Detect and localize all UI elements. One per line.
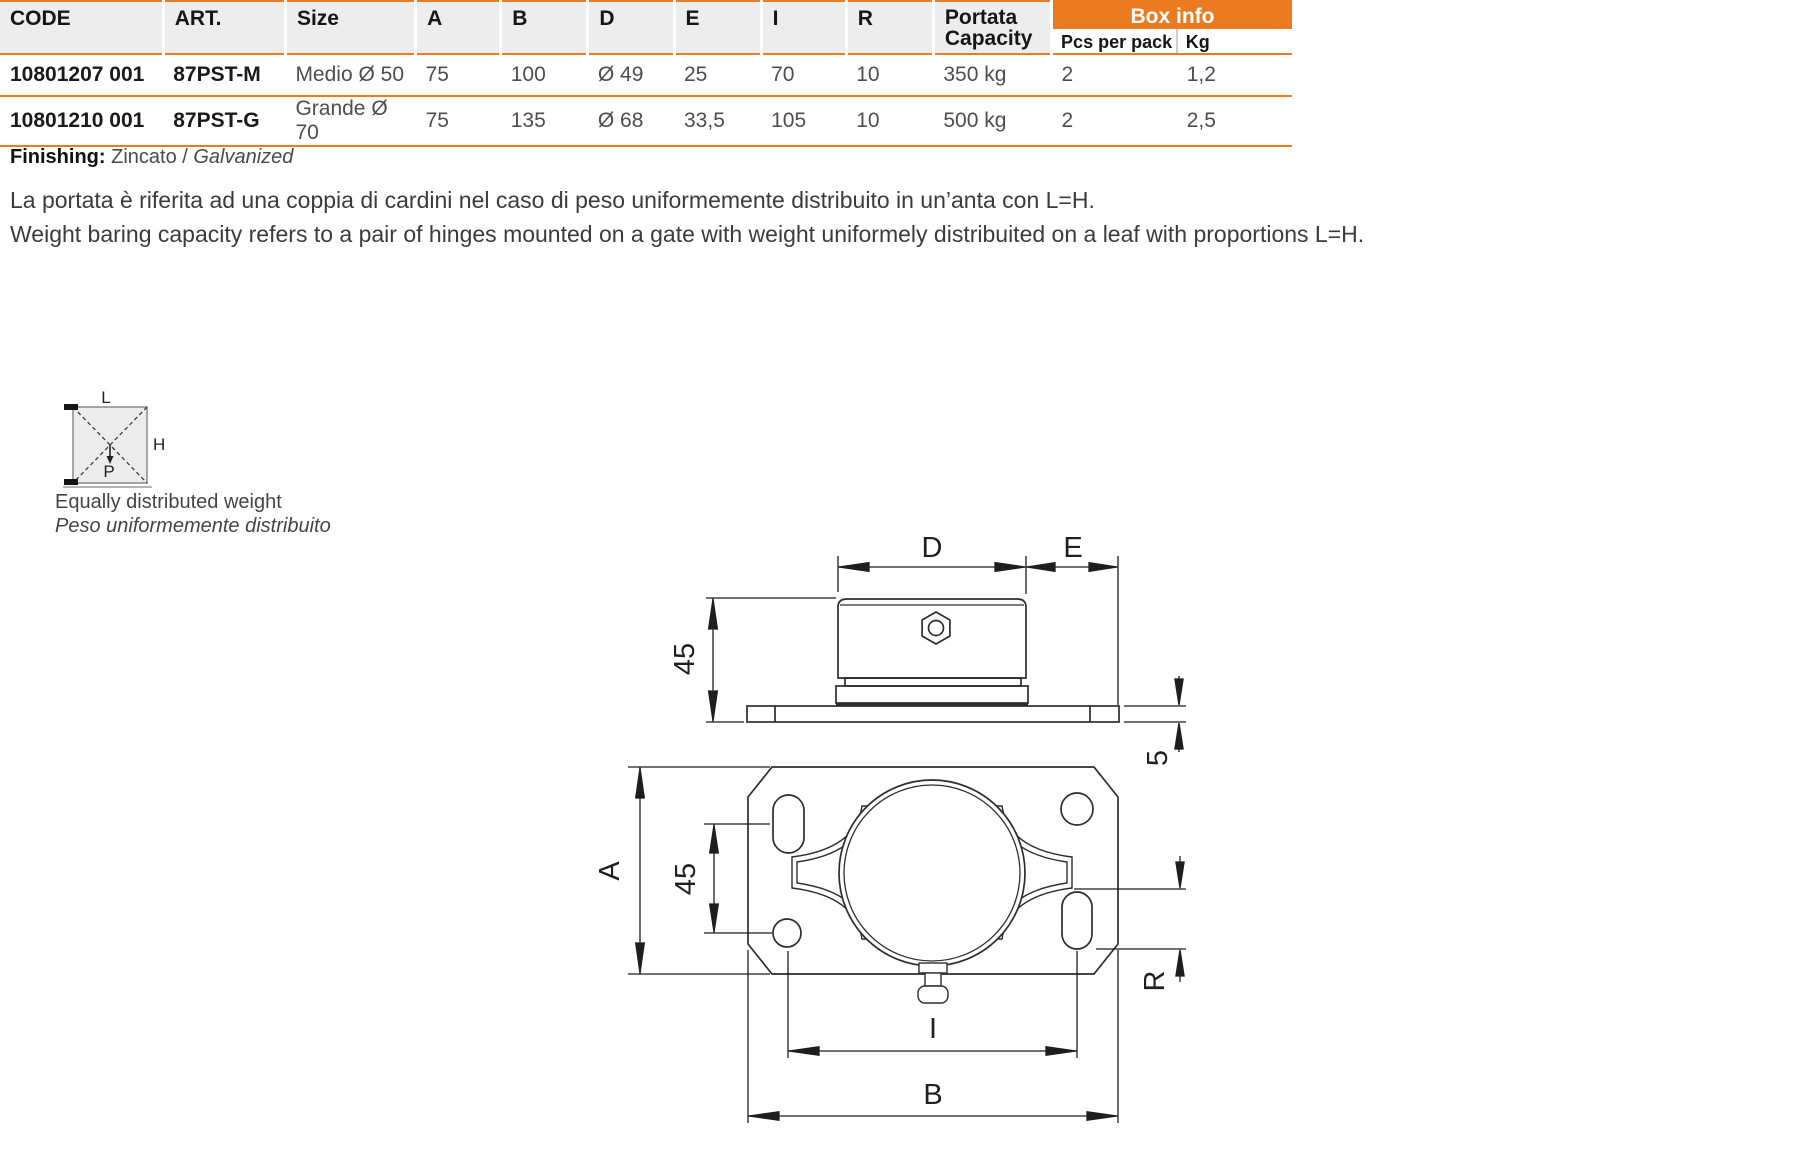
technical-drawing xyxy=(0,450,1300,1175)
cell-b: 135 xyxy=(501,96,588,146)
col-header-b: B xyxy=(501,1,588,54)
cell-code: 10801207 001 xyxy=(0,54,163,96)
cup-collar xyxy=(836,686,1028,703)
cell-e: 33,5 xyxy=(674,96,761,146)
table-header-row xyxy=(0,1,1292,29)
col-header-r: R xyxy=(846,1,933,54)
side-view xyxy=(747,599,1119,722)
arrowhead xyxy=(1089,563,1117,572)
arrowhead xyxy=(1176,950,1184,976)
arrowhead xyxy=(709,691,718,721)
grease-nipple-stem xyxy=(925,973,941,986)
dim-label-a: A xyxy=(594,861,626,881)
cell-pcs: 2 xyxy=(1052,54,1177,96)
dim-label-b: B xyxy=(923,1079,943,1111)
slot-hole-bottom-right xyxy=(1062,892,1092,949)
dim-label-i: I xyxy=(928,1013,938,1045)
col-header-code: CODE xyxy=(0,1,163,54)
caption-english: Equally distributed weight xyxy=(55,491,282,513)
arrowhead xyxy=(1027,563,1055,572)
slot-hole-top-left xyxy=(773,795,804,853)
cell-art: 87PST-G xyxy=(163,96,285,146)
finishing-value: Zincato / xyxy=(105,146,194,168)
box-info-header: Box info xyxy=(1052,1,1292,29)
note-english: Weight baring capacity refers to a pair of hinges mounted on a gate with weight uniformely distribuited on a leaf with proportions L=H. xyxy=(10,221,1365,247)
cell-a: 75 xyxy=(416,54,501,96)
table-row xyxy=(0,96,1292,146)
base-plate-side xyxy=(747,706,1119,722)
arrowhead xyxy=(1087,1112,1117,1121)
dim-label-d: D xyxy=(921,532,943,564)
arrowhead xyxy=(1175,679,1183,705)
label-l: L xyxy=(101,390,111,407)
round-hole-bottom-left xyxy=(773,919,801,947)
col-header-e: E xyxy=(674,1,761,54)
note-italian: La portata è riferita ad una coppia di cardini nel caso di peso uniformemente distribuito in un’anta con L=H. xyxy=(10,187,1095,213)
hinge-cup-circle-outer xyxy=(839,780,1025,966)
cell-size: Medio Ø 50 xyxy=(285,54,415,96)
arrowhead xyxy=(749,1112,779,1121)
grease-nipple-base xyxy=(919,963,947,973)
dim-label-5: 5 xyxy=(1142,749,1174,767)
cell-size: Grande Ø 70 xyxy=(285,96,415,146)
cell-b: 100 xyxy=(501,54,588,96)
arrowhead xyxy=(710,825,719,853)
finishing-label: Finishing: xyxy=(10,146,106,168)
arrowhead xyxy=(995,563,1025,572)
col-header-i: I xyxy=(761,1,846,54)
col-header-art: ART. xyxy=(163,1,285,54)
dim-label-r: R xyxy=(1139,970,1171,992)
col-header-d: D xyxy=(588,1,674,54)
col-header-portata-capacity xyxy=(933,1,1051,54)
cell-i: 70 xyxy=(761,54,846,96)
cell-kg: 1,2 xyxy=(1177,54,1292,96)
cell-a: 75 xyxy=(416,96,501,146)
plan-view xyxy=(748,767,1118,1003)
cell-e: 25 xyxy=(674,54,761,96)
cell-code: 10801210 001 xyxy=(0,96,163,146)
arrowhead xyxy=(1175,723,1183,749)
cup-ring xyxy=(845,678,1021,686)
arrowhead xyxy=(710,904,719,932)
portata-label: Portata xyxy=(944,6,1018,29)
arrowhead xyxy=(789,1047,819,1056)
label-p: P xyxy=(103,462,115,481)
col-header-size: Size xyxy=(285,1,415,54)
dim-label-45-side: 45 xyxy=(669,642,701,676)
cell-d: Ø 68 xyxy=(588,96,674,146)
cell-art: 87PST-M xyxy=(163,54,285,96)
cell-r: 10 xyxy=(846,96,933,146)
cell-kg: 2,5 xyxy=(1177,96,1292,146)
cell-r: 10 xyxy=(846,54,933,96)
capacity-label: Capacity xyxy=(944,27,1033,50)
hex-nut-icon xyxy=(922,612,950,644)
cell-portata: 500 kg xyxy=(933,96,1051,146)
spec-table xyxy=(0,0,1292,147)
arrowhead xyxy=(1176,862,1184,888)
caption-italian: Peso uniformemente distribuito xyxy=(55,515,331,537)
cell-d: Ø 49 xyxy=(588,54,674,96)
hinge-mark-top xyxy=(64,404,78,410)
cell-pcs: 2 xyxy=(1052,96,1177,146)
table-row xyxy=(0,54,1292,96)
arrowhead xyxy=(1046,1047,1076,1056)
dim-label-45-plan: 45 xyxy=(670,862,702,896)
label-h: H xyxy=(153,435,166,454)
arrowhead xyxy=(636,943,645,973)
finishing-value-italic: Galvanized xyxy=(193,146,294,168)
col-header-pcs-per-pack: Pcs per pack xyxy=(1052,29,1177,54)
col-header-a: A xyxy=(416,1,501,54)
cell-i: 105 xyxy=(761,96,846,146)
col-header-kg: Kg xyxy=(1177,29,1292,54)
round-hole-top-right xyxy=(1061,793,1093,825)
dim-label-e: E xyxy=(1063,532,1083,564)
arrowhead xyxy=(839,563,869,572)
finishing-line xyxy=(10,146,293,169)
cell-portata: 350 kg xyxy=(933,54,1051,96)
arrowhead xyxy=(636,768,645,798)
capacity-notes xyxy=(10,183,1364,251)
arrowhead xyxy=(709,599,718,629)
grease-nipple-head xyxy=(918,986,948,1003)
